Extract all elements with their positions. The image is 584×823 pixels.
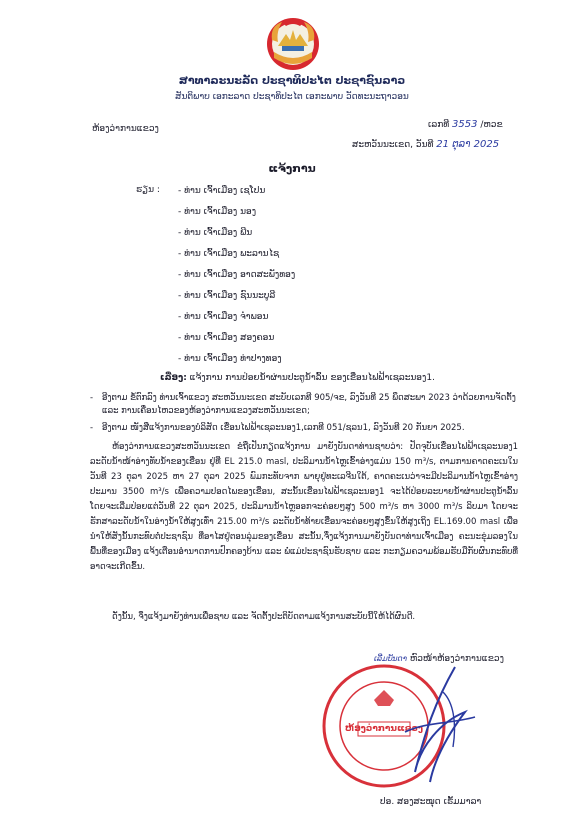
- body-paragraph: ຫ້ອງວ່າການແຂວງສະຫວັນນະເຂດ ຂໍຖືເປັນກຽດແຈ້ງການ ມາຍັງບັນດາທ່ານຊາບວ່າ: ປັດຈຸບັນເຂື່ອນໄຟຟ້າເຊລະນອງ1 ລະດັບນ້ຳໜ້າອ່າງທັບນ້ຳຂອງເຂື່ອນ ຢູ່ທີ່ EL 215.0 masl, ປະລິມານນ້ຳໄຫຼເຂົ້າອ່າງແມ່ນ 150 m³/s, ຕາມການຄາດຄະເນໃນວັນທີ 23 ຕຸລາ 2025 ຫາ 27 ຕຸລາ 2025 ພົມກະທັບຈາກ ພາຍຸຢູ່ທະເລຈີນໃຕ້, ຄາດຄະເນວ່າຈະມີປະລິມານນ້ຳໄຫຼເຂົ້າອ່າງປະມານ 3500 m³/s ເພື່ອຄວາມປອດໄພຂອງເຂື່ອນ, ສະນັ້ນເຂື່ອນໄຟຟ້າເຊລະນອງ1 ຈະໄດ້ປ່ອຍລະບາຍນ້ຳຜ່ານປະຕູນ້ຳລົ້ນ ໂດຍຈະເລີ່ມປ່ອຍແຕ່ວັນທີ 22 ຕຸລາ 2025, ປະລິມານນ້ຳໄຫຼອອກຈະຄ່ອຍໆສູງ 500 m³/s ຫາ 3000 m³/s ລິບມາ ໂດຍຈະຮັກສາລະດັບນ້ຳໃນອ່າງນ້ຳໃຫ້ສູງເທົ່າ 215.00 m³/s ລະດັບນ້ຳທ້າຍເຂື່ອນຈະຄ່ອຍໆສູງຂຶ້ນໃຫ້ສູງເຖິງ EL.169.00 masl ເພື່ອນໍາໃຫ້ສັງນັ້ນກະທົບຕໍ່ປະຊາຊົນ ທີ່ອາໄສຢູ່ຕອນລຸ່ມຂອງເຂື່ອນ ສະນັ້ນ,ຈຶ່ງແຈ້ງການມາຍັງບັນດາທ່ານເຈົ້າເມືອງ ຄະນະຂຸ່ມລອງໃນພື້ນທີ່ຂອງເມືອງ ແຈ້ງເຕືອນອຳນາດການປົກຄອງບ້ານ ແລະ ພໍ່ແມ່ປະຊາຊົນຮັບຊາບ ແລະ ກະກຽມຄວາມພ້ອມຮັບມືກັບຜົນກະທົບທີ່ອາດຈະເກີດຂຶ້ນ.: [90, 442, 518, 572]
- subject-label: ເລື່ອງ:: [160, 373, 187, 383]
- document-title: ແຈ້ງການ: [268, 162, 316, 175]
- recipient-item: - ທ່ານ ເຈົ້າເມືອງ ຊົນນະບູລີ: [178, 291, 276, 301]
- lao-national-emblem-icon: [262, 16, 324, 72]
- stamp-text: ຫ້ອງວ່າການແຂວງ: [345, 724, 424, 734]
- recipient-item: - ທ່ານ ເຈົ້າເມືອງ ຈຳພອນ: [178, 312, 269, 322]
- reference-item: [90, 422, 518, 435]
- recipient-item: - ທ່ານ ເຈົ້າເມືອງ ພີນ: [178, 228, 253, 238]
- document-date: [352, 139, 499, 150]
- signer-name: ປອ. ສອງສະໝຸດ ເຮັ້ມມາລາ: [380, 797, 482, 807]
- document-number-suffix: /ຫວຂ: [480, 120, 503, 130]
- bullet-icon: -: [90, 423, 94, 433]
- signature-prefix: ເລີ່ມບັນດາ: [374, 654, 407, 663]
- handwritten-signature-icon: [395, 662, 485, 792]
- national-motto: ສັນຕິພາບ ເອກະລາດ ປະຊາທິປະໄຕ ເອກະພາບ ວັດທະນະຖາວອນ: [175, 92, 409, 102]
- recipient-item: - ທ່ານ ເຈົ້າເມືອງ ນອງ: [178, 207, 257, 217]
- reference-text: ອີງຕາມ ຂໍ້ຕົກລົງ ທ່ານເຈົ້າແຂວງ ສະຫວັນນະເຂດ ສະບັບເລກທີ 905/ຈຂ, ລົງວັນທີ 25 ພຶດສະພາ 2023 ວ່າດ້ວຍການຈັດຕັ້ງ ແລະ ການເຄື່ອນໄຫວຂອງຫ້ອງວ່າການແຂວງສະຫວັນນະເຂດ;: [102, 393, 516, 416]
- signature-title: ຫົວໜ້າຫ້ອງວ່າການແຂວງ: [409, 654, 504, 664]
- subject-text: ແຈ້ງການ ການປ່ອຍນ້ຳຜ່ານປະຕູນ້ຳລົ້ນ ຂອງເຂື່ອນໄຟຟ້າເຊລະນອງ1.: [189, 373, 435, 383]
- recipient-item: - ທ່ານ ເຈົ້າເມືອງ ທ່າປາງທອງ: [178, 354, 282, 364]
- document-date-value: 21 ຕຸລາ 2025: [436, 139, 500, 150]
- country-name: ສາທາລະນະລັດ ປະຊາທິປະໄຕ ປະຊາຊົນລາວ: [178, 74, 406, 87]
- bullet-icon: -: [90, 393, 94, 403]
- closing-paragraph: ດັ່ງນັ້ນ, ຈຶ່ງແຈ້ງມາຍັງທ່ານເພື່ອຊາບ ແລະ ຈັດຕັ້ງປະຕິບັດຕາມແຈ້ງການສະບັບນີ້ໃຫ້ໄດ້ຜົນດີ.: [112, 612, 416, 622]
- recipient-item: - ທ່ານ ເຈົ້າເມືອງ ເຊໂປນ: [178, 186, 266, 196]
- references-list: [90, 392, 518, 439]
- subject-line: [160, 373, 435, 383]
- reference-item: [90, 392, 518, 418]
- document-date-label: ສະຫວັນນະເຂດ, ວັນທີ: [352, 140, 434, 150]
- document-number-label: ເລກທີ: [428, 120, 450, 130]
- issuing-office: ຫ້ອງວ່າການແຂວງ: [92, 124, 159, 134]
- recipient-item: - ທ່ານ ເຈົ້າເມືອງ ພະລານໄຊ: [178, 249, 280, 259]
- document-number-value: 3553: [452, 119, 478, 130]
- recipients-list: [178, 185, 295, 374]
- document-number: [428, 119, 503, 130]
- reference-text: ອີງຕາມ ໜັງສືແຈ້ງການຂອງບໍລິສັດ ເຂື່ອນໄຟຟ້າເຊລະນອງ1,ເລກທີ 051/ຊລນ1, ລົງວັນທີ 20 ກັນຍາ 2025.: [102, 423, 465, 433]
- recipient-item: - ທ່ານ ເຈົ້າເມືອງ ອາດສະພັງທອງ: [178, 270, 296, 280]
- recipient-item: - ທ່ານ ເຈົ້າເມືອງ ສອງຄອນ: [178, 333, 275, 343]
- recipients-label: ຮຽນ :: [136, 185, 160, 195]
